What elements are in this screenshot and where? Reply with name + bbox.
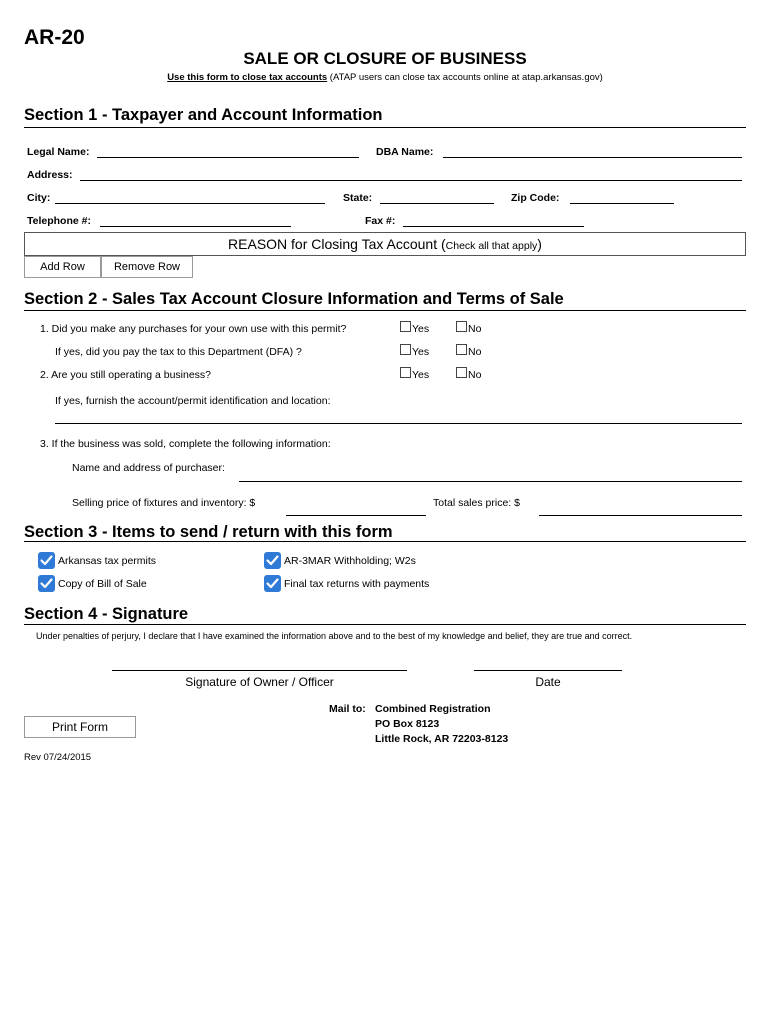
reason-main: REASON for Closing Tax Account ( (228, 236, 446, 252)
purchaser-field[interactable] (239, 481, 742, 482)
item-bill-of-sale: Copy of Bill of Sale (58, 578, 147, 590)
q2-yes-label: Yes (412, 369, 430, 381)
subtitle-rest-text: (ATAP users can close tax accounts online at atap.arkansas.gov) (329, 72, 603, 83)
checkbox-arkansas-permits[interactable] (38, 552, 55, 569)
reason-header (24, 232, 746, 256)
q1a-yes-checkbox[interactable] (400, 344, 411, 355)
form-id: AR-20 (24, 26, 85, 49)
q1a-no-checkbox[interactable] (456, 344, 467, 355)
section3-rule (24, 541, 746, 542)
mail-address-line2: PO Box 8123 (375, 718, 440, 730)
q1a-no-label: No (468, 346, 482, 358)
address-label: Address: (27, 169, 73, 181)
zip-label: Zip Code: (511, 192, 560, 204)
item-arkansas-permits: Arkansas tax permits (58, 555, 157, 567)
section4-rule (24, 624, 746, 625)
remove-row-button[interactable]: Remove Row (101, 256, 193, 278)
zip-field[interactable] (570, 203, 674, 204)
selling-price-field[interactable] (286, 515, 426, 516)
signature-label: Signature of Owner / Officer (185, 675, 334, 689)
q1-label: 1. Did you make any purchases for your own use with this permit? (40, 323, 347, 335)
q2-no-checkbox[interactable] (456, 367, 467, 378)
date-field[interactable] (474, 670, 622, 671)
state-label: State: (343, 192, 373, 204)
fax-label: Fax #: (365, 215, 396, 227)
q2-yes-checkbox[interactable] (400, 367, 411, 378)
check-icon (38, 575, 55, 592)
section3-heading: Section 3 - Items to send / return with this form (24, 523, 393, 541)
declaration-text: Under penalties of perjury, I declare that I have examined the information above and to the best of my knowledge and belief, they are true and correct. (36, 631, 633, 641)
item-ar3mar: AR-3MAR Withholding; W2s (284, 555, 416, 567)
add-row-button[interactable]: Add Row (24, 256, 101, 278)
checkbox-ar3mar[interactable] (264, 552, 281, 569)
legal-name-label: Legal Name: (27, 146, 90, 158)
reason-end: ) (537, 236, 542, 252)
q2-no-label: No (468, 369, 482, 381)
check-icon (264, 552, 281, 569)
section4-heading: Section 4 - Signature (24, 605, 189, 623)
q1-yes-checkbox[interactable] (400, 321, 411, 332)
city-field[interactable] (55, 203, 325, 204)
section1-rule (24, 127, 746, 128)
purchaser-label: Name and address of purchaser: (72, 462, 225, 474)
telephone-label: Telephone #: (27, 215, 91, 227)
address-field[interactable] (80, 180, 742, 181)
check-icon (38, 552, 55, 569)
date-label: Date (535, 675, 561, 689)
dba-name-label: DBA Name: (376, 146, 434, 158)
q1-yes-label: Yes (412, 323, 430, 335)
q2-label: 2. Are you still operating a business? (40, 369, 212, 381)
checkbox-bill-of-sale[interactable] (38, 575, 55, 592)
checkbox-final-returns[interactable] (264, 575, 281, 592)
subtitle-link: Use this form to close tax accounts (167, 72, 328, 83)
q2a-label: If yes, furnish the account/permit identification and location: (55, 395, 331, 407)
state-field[interactable] (380, 203, 494, 204)
selling-price-label: Selling price of fixtures and inventory: $ (72, 497, 256, 509)
section2-rule (24, 310, 746, 311)
q1a-yes-label: Yes (412, 346, 430, 358)
telephone-field[interactable] (100, 226, 291, 227)
total-price-label: Total sales price: $ (433, 497, 520, 509)
check-icon (264, 575, 281, 592)
print-form-button[interactable]: Print Form (24, 716, 136, 738)
city-label: City: (27, 192, 51, 204)
q3-label: 3. If the business was sold, complete the following information: (40, 438, 331, 450)
subtitle (0, 72, 770, 83)
revision-date: Rev 07/24/2015 (24, 752, 92, 763)
q1a-label: If yes, did you pay the tax to this Department (DFA) ? (55, 346, 302, 358)
q2a-field[interactable] (55, 423, 742, 424)
fax-field[interactable] (403, 226, 584, 227)
mail-to-label: Mail to: (329, 703, 366, 715)
legal-name-field[interactable] (97, 157, 359, 158)
mail-address-line1: Combined Registration (375, 703, 491, 715)
q1-no-label: No (468, 323, 482, 335)
page-title: SALE OR CLOSURE OF BUSINESS (243, 49, 527, 68)
dba-name-field[interactable] (443, 157, 742, 158)
q1-no-checkbox[interactable] (456, 321, 467, 332)
section1-heading: Section 1 - Taxpayer and Account Information (24, 106, 383, 124)
section2-heading: Section 2 - Sales Tax Account Closure Information and Terms of Sale (24, 290, 564, 308)
total-price-field[interactable] (539, 515, 742, 516)
signature-field[interactable] (112, 670, 407, 671)
reason-small: Check all that apply (445, 240, 538, 252)
item-final-returns: Final tax returns with payments (284, 578, 430, 590)
mail-address-line3: Little Rock, AR 72203-8123 (375, 733, 509, 745)
